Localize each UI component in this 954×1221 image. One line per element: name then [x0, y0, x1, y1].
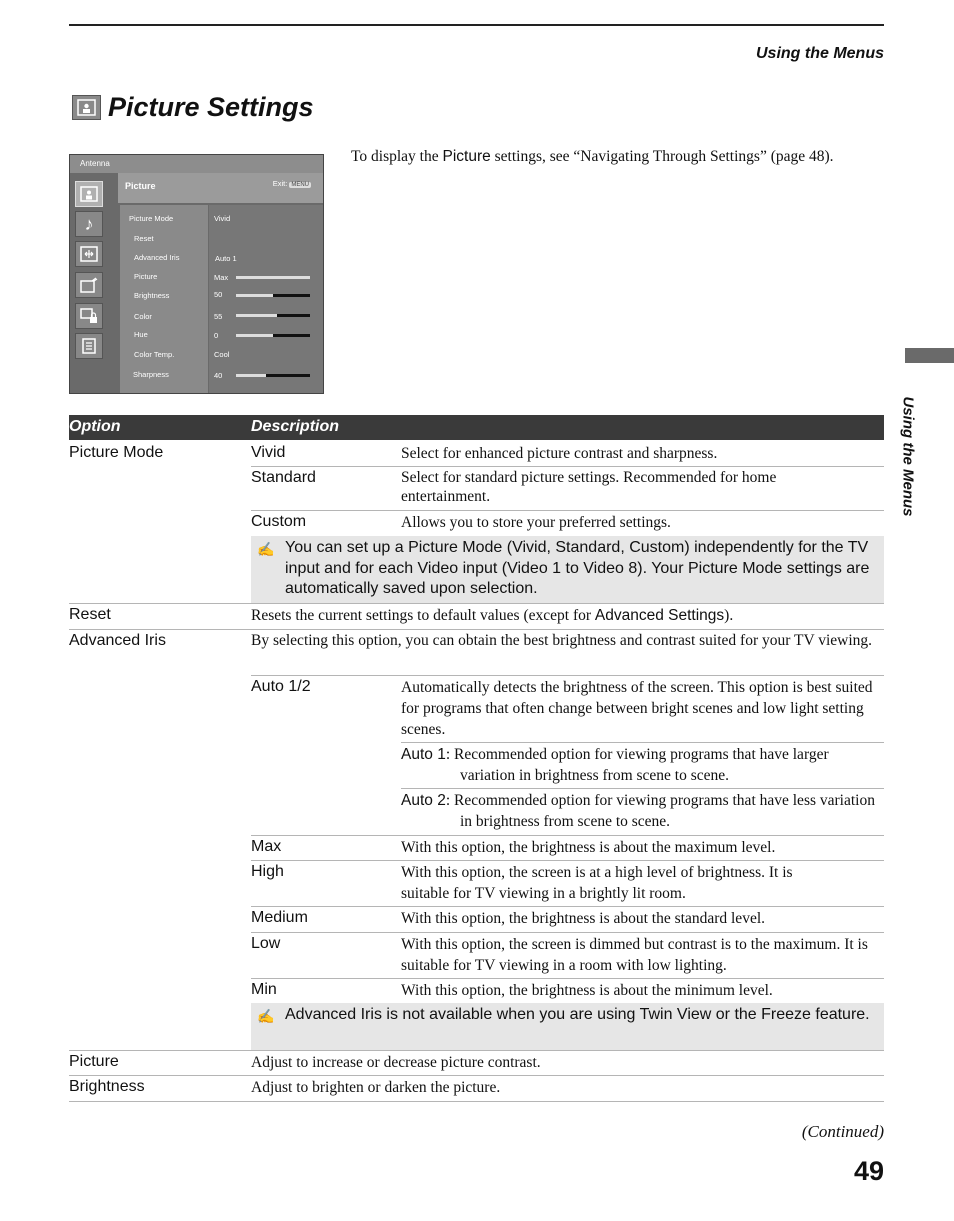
continued-label: (Continued) [801, 1122, 884, 1141]
row-divider [401, 742, 884, 743]
tv-menu-badge: MENU [291, 182, 309, 188]
page-number: 49 [853, 1156, 884, 1186]
screen-icon [75, 241, 103, 267]
row-divider [401, 788, 884, 789]
channel-icon [75, 272, 103, 298]
note-text: You can set up a Picture Mode (Vivid, Standard, Custom) independently for the TV input and for each Video input (Video 1 to Video 8). Your Picture Mode settings are automatically saved upon selection. [285, 539, 870, 597]
picture-icon [75, 181, 103, 207]
intro-after: settings, see “Navigating Through Settings” (page 48). [490, 148, 834, 165]
auto1-label: Auto 1 [401, 746, 446, 763]
row-divider [251, 932, 884, 933]
tv-row-label: Sharpness [133, 370, 169, 379]
auto1-description [401, 744, 877, 786]
row-divider [69, 1101, 884, 1102]
tv-menu-screenshot [69, 154, 324, 394]
advanced-iris-intro: By selecting this option, you can obtain the best brightness and contrast suited for your TV viewing. [251, 632, 873, 649]
suboption-description: With this option, the brightness is about the maximum level. [401, 839, 776, 856]
tv-row-label: Brightness [134, 291, 170, 300]
tv-slider-fill [277, 314, 310, 317]
row-divider [251, 835, 884, 836]
tv-row-label: Hue [134, 330, 148, 339]
tv-row-label: Picture [134, 272, 158, 281]
header-rule [69, 24, 884, 26]
tv-source-label: Antenna [80, 159, 110, 168]
tv-slider [236, 334, 310, 337]
row-divider [251, 675, 884, 676]
column-header-description: Description [251, 418, 340, 435]
picture-description: Adjust to increase or decrease picture contrast. [251, 1054, 541, 1071]
title-block [72, 92, 314, 123]
tv-row-label: Color [134, 312, 152, 321]
tv-exit-hint [273, 179, 311, 188]
suboption-name: Max [251, 838, 282, 855]
tv-row-value: Max [214, 273, 229, 282]
tv-row-value: Cool [214, 350, 230, 359]
note-pencil-icon: ✍ [257, 1008, 275, 1024]
suboption-name: Custom [251, 513, 307, 530]
auto2-desc: : Recommended option for viewing programs that have less variation in brightness from scene to scene. [445, 792, 875, 830]
suboption-name: High [251, 863, 284, 880]
suboption-description: Automatically detects the brightness of the screen. This option is best suited for programs that often change between bright scenes and low light setting scenes. [401, 679, 873, 738]
auto2-label: Auto 2 [401, 792, 446, 809]
option-reset: Reset [69, 606, 111, 623]
suboption-description: With this option, the brightness is about the standard level. [401, 910, 766, 927]
reset-desc-keyword: Advanced Settings [594, 607, 725, 624]
row-divider [251, 978, 884, 979]
tv-menu-title: Picture [125, 181, 156, 191]
brightness-description: Adjust to brighten or darken the picture. [251, 1079, 501, 1096]
sound-icon: ♪ [75, 211, 103, 237]
suboption-description: With this option, the screen is at a high level of brightness. It is suitable for TV viewing in a brightly lit room. [401, 864, 793, 902]
reset-desc-before: Resets the current settings to default values (except for [251, 607, 595, 624]
section-header: Using the Menus [755, 45, 884, 62]
row-divider [251, 906, 884, 907]
intro-text [351, 148, 834, 166]
tv-exit-label: Exit: [272, 179, 288, 188]
suboption-name: Medium [251, 909, 308, 926]
tv-row-value: 40 [214, 371, 223, 380]
row-divider [251, 510, 884, 511]
reset-description [251, 605, 881, 626]
tv-slider-fill [273, 294, 310, 297]
suboption-name: Vivid [251, 444, 286, 461]
tv-row-value: 55 [214, 312, 223, 321]
parental-lock-icon [75, 303, 103, 329]
row-divider [69, 1050, 884, 1051]
option-brightness: Brightness [69, 1078, 145, 1095]
suboption-description: Select for standard picture settings. Recommended for home entertainment. [401, 469, 777, 505]
option-picture: Picture [69, 1053, 119, 1070]
tv-slider [236, 294, 310, 297]
tv-slider-fill [273, 334, 310, 337]
column-header-option: Option [69, 418, 121, 435]
note-text: Advanced Iris is not available when you are using Twin View or the Freeze feature. [285, 1006, 870, 1023]
tv-row-value: Auto 1 [215, 254, 237, 263]
note-box [251, 1003, 884, 1050]
note-box [251, 536, 884, 603]
option-picture-mode: Picture Mode [69, 444, 164, 461]
tv-row-label: Advanced Iris [134, 253, 180, 262]
auto2-description [401, 790, 877, 832]
tv-row-value: Vivid [214, 214, 231, 223]
tv-slider-fill [266, 374, 310, 377]
tv-slider [236, 276, 310, 279]
row-divider [69, 603, 884, 604]
table-header [69, 415, 884, 440]
suboption-description: Allows you to store your preferred settings. [401, 514, 671, 531]
suboption-name: Standard [251, 469, 316, 486]
suboption-description: Select for enhanced picture contrast and sharpness. [401, 445, 718, 462]
chapter-tab [905, 348, 954, 363]
suboption-description: With this option, the screen is dimmed but contrast is to the maximum. It is suitable for TV viewing in a room with low lighting. [401, 936, 868, 974]
note-pencil-icon: ✍ [257, 541, 275, 557]
suboption-description: With this option, the brightness is about the minimum level. [401, 982, 773, 999]
reset-desc-after: ). [724, 607, 734, 624]
suboption-name: Min [251, 981, 277, 998]
row-divider [251, 860, 884, 861]
tv-row-value: 0 [214, 331, 219, 340]
intro-keyword: Picture [442, 148, 491, 165]
tv-slider [236, 314, 310, 317]
picture-icon [72, 95, 101, 120]
tv-menu-values-panel [209, 205, 324, 394]
setup-icon [75, 333, 103, 359]
suboption-name: Low [251, 935, 281, 952]
suboption-name: Auto 1/2 [251, 678, 311, 695]
row-divider [251, 466, 884, 467]
page-title: Picture Settings [108, 92, 314, 122]
row-divider [69, 1075, 884, 1076]
option-advanced-iris: Advanced Iris [69, 632, 166, 649]
tv-row-label: Picture Mode [129, 214, 174, 223]
tv-slider [236, 374, 310, 377]
tv-row-label: Color Temp. [134, 350, 175, 359]
intro-before: To display the [351, 148, 443, 165]
tv-row-label: Reset [134, 234, 154, 243]
tv-row-value: 50 [214, 290, 223, 299]
chapter-tab-label: Using the Menus [899, 396, 917, 517]
auto1-desc: : Recommended option for viewing programs that have larger variation in brightness from scene to scene. [445, 746, 829, 784]
